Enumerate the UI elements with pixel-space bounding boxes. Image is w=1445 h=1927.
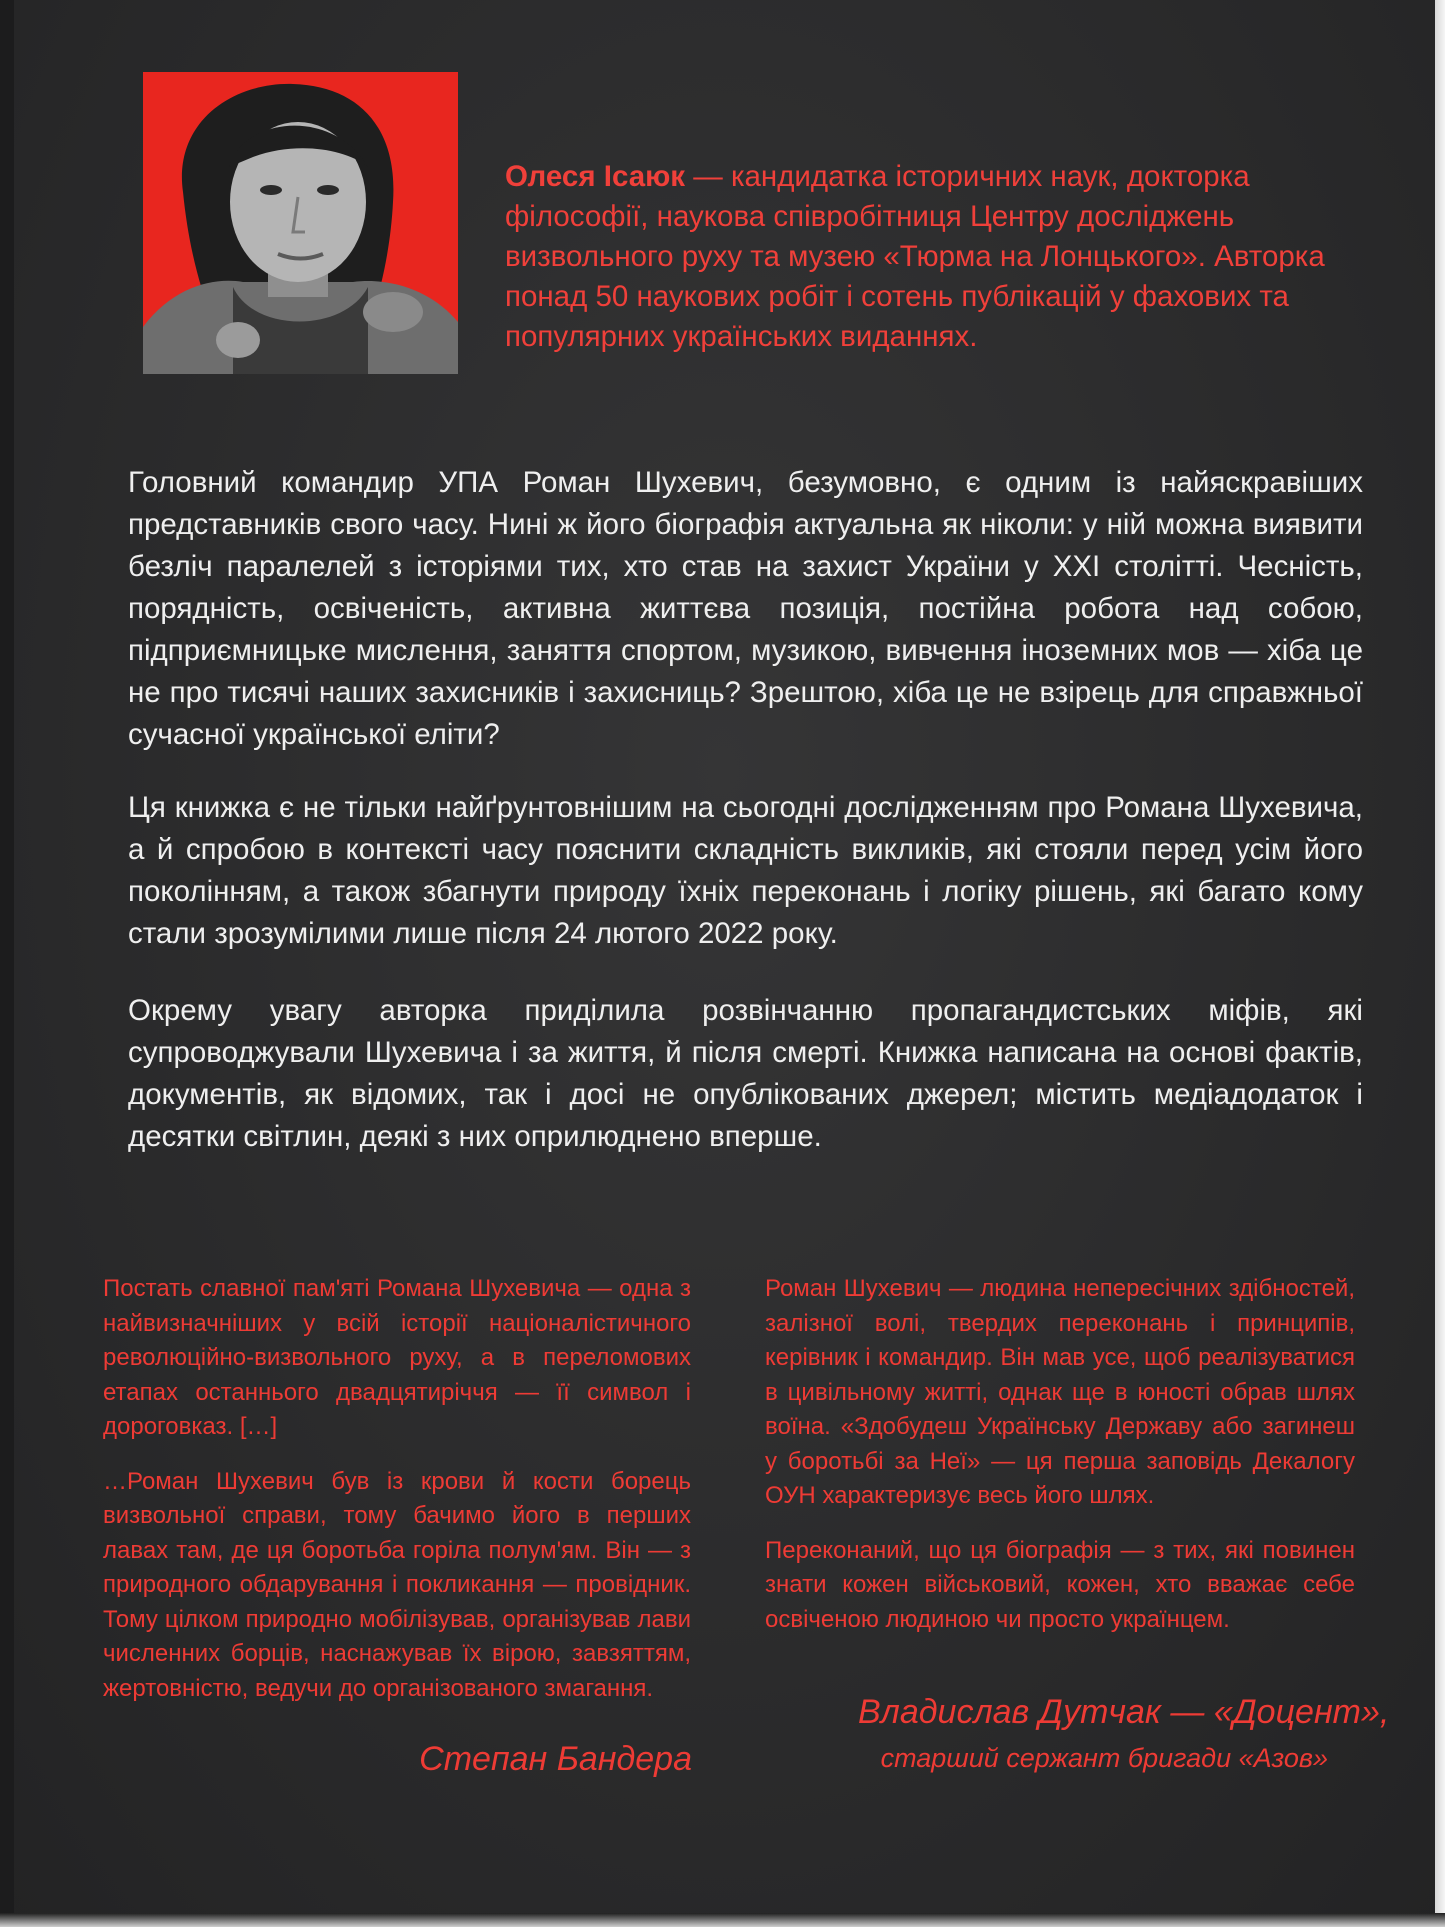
quote-dutchak-paragraph-2: Переконаний, що ця біографія — з тих, які повинен знати кожен військовий, кожен, хто вважає себе освіченою людиною чи просто українцем. (765, 1536, 1355, 1633)
quote-bandera-paragraph-2: …Роман Шухевич був із крови й кости борець визвольної справи, тому бачимо його в перших лавах там, де ця боротьба горіла полум'ям. Він — з природного обдарування і покликання — провідник. Тому цілком природно мобілізував, організував лави численних борців, наснажував їх вірою, завзяттям, жертовністю, ведучи до організованого змагання. (103, 1467, 691, 1702)
author-photo (143, 72, 458, 374)
author-bio (505, 157, 1330, 357)
cover-page-edge (1435, 0, 1445, 1927)
quote-bandera (103, 1272, 691, 1726)
quote-dutchak-paragraph-1: Роман Шухевич — людина непересічних здібностей, залізної волі, твердих переконань і принципів, керівник і командир. Він мав усе, щоб реалізуватися в цивільному житті, однак ще в юності обрав шлях воїна. «Здобудеш Українську Державу або загинеш у боротьбі за Неї» — ця перша заповідь Декалогу ОУН характеризує весь його шлях. (765, 1275, 1355, 1509)
author-name: Олеся Ісаюк (505, 160, 686, 193)
description-paragraph-2: Ця книжка є не тільки найґрунтовнішим на сьогодні дослідженням про Романа Шухевича, а й спробою в контексті часу пояснити складність викликів, які стояли перед усім його поколінням, а також збагнути природу їхніх переконань і логіку рішень, які багато кому стали зрозумілими лише після 24 лютого 2022 року. (128, 791, 1363, 950)
quote-bandera-paragraph-1: Постать славної пам'яті Романа Шухевича — одна з найвизначніших у всій історії націоналістичного революційно-визвольного руху, а в переломових етапах останнього двадцятиріччя — її символ і дороговказ. […] (103, 1275, 691, 1440)
quote-bandera-author: Степан Бандера (419, 1740, 692, 1778)
quote-dutchak-author: Владислав Дутчак — «Доцент», (858, 1693, 1390, 1731)
author-bio-text: — кандидатка історичних наук, докторка філософії, наукова співробітниця Центру досліджень визвольного руху та музею «Тюрма на Лонцького». Авторка понад 50 наукових робіт і сотень публікацій у фахових та популярних українських виданнях. (505, 160, 1325, 353)
quote-dutchak-author-role: старший сержант бригади «Азов» (880, 1743, 1328, 1773)
author-portrait-image (143, 72, 458, 374)
cover-bottom-edge (0, 1913, 1445, 1927)
description-paragraph-3: Окрему увагу авторка приділила розвінчанню пропагандистських міфів, які супроводжували Шухевича і за життя, й після смерті. Книжка написана на основі фактів, документів, як відомих, так і досі не опублікованих джерел; містить медіадодаток і десятки світлин, деякі з них оприлюднено вперше. (128, 994, 1363, 1153)
cover-spine-shadow (0, 0, 14, 1927)
description-paragraph-1: Головний командир УПА Роман Шухевич, безумовно, є одним із найяскравіших представників свого часу. Нині ж його біографія актуальна як ніколи: у ній можна виявити безліч паралелей з історіями тих, хто став на захист України у XXI столітті. Чесність, порядність, освіченість, активна життєва позиція, постійна робота над собою, підприємницьке мислення, заняття спортом, музикою, вивчення іноземних мов — хіба це не про тисячі наших захисників і захисниць? Зрештою, хіба це не взірець для справжньої сучасної української еліти? (128, 466, 1363, 751)
quote-dutchak (765, 1272, 1355, 1657)
